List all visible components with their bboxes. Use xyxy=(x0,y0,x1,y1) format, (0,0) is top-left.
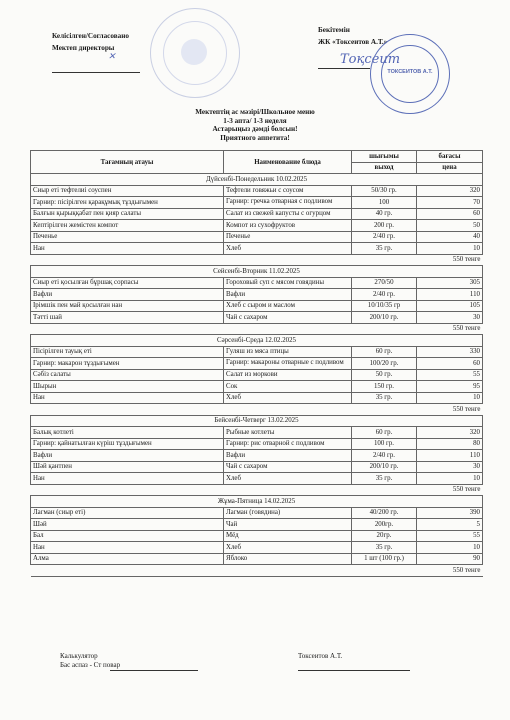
day-title: Дүйсенбі-Понедельник 10.02.2025 xyxy=(31,174,483,186)
dish-output: 2/40 гр. xyxy=(352,289,417,301)
dish-price: 320 xyxy=(417,185,483,197)
dish-name-ru: Чай с сахаром xyxy=(224,461,352,473)
dish-name-ru: Гарнир: рис отварной с подливом xyxy=(224,438,352,450)
dish-name-kz: Гарнир: макарон тұздығымен xyxy=(31,358,224,370)
dish-output: 60 гр. xyxy=(352,346,417,358)
dish-name-ru: Салат из моркови xyxy=(224,369,352,381)
dish-name-ru: Гороховый суп с мясом говядины xyxy=(224,277,352,289)
dish-output: 40/200 гр. xyxy=(352,507,417,519)
approved-label: Келісілген/Согласовано xyxy=(52,32,129,40)
dish-name-kz: Вафли xyxy=(31,289,224,301)
dish-name-kz: Балғын қырыққабат пен қияр салаты xyxy=(31,208,224,220)
day-total: 550 тенге xyxy=(31,404,483,416)
dish-row xyxy=(31,507,483,519)
dish-name-ru: Тефтели говяжьи с соусом xyxy=(224,185,352,197)
dish-output: 10/10/35 гр xyxy=(352,300,417,312)
approval-block-left xyxy=(52,30,129,54)
dish-name-kz: Сәбіз салаты xyxy=(31,369,224,381)
dish-name-kz: Алма xyxy=(31,553,224,565)
dish-output: 150 гр. xyxy=(352,381,417,393)
dish-name-kz: Пісірілген тауық еті xyxy=(31,346,224,358)
dish-name-ru: Печенье xyxy=(224,231,352,243)
dish-name-kz: Балық котлеті xyxy=(31,427,224,439)
dish-price: 60 xyxy=(417,208,483,220)
dish-name-kz: Шәй xyxy=(31,519,224,531)
dish-price: 10 xyxy=(417,542,483,554)
dish-row xyxy=(31,243,483,255)
approval-block-right xyxy=(318,24,387,48)
stamp-right-name: ТОКСЕИТОВ А.Т. xyxy=(387,69,433,75)
dish-price: 5 xyxy=(417,519,483,531)
footer-signature-line-left xyxy=(110,670,198,671)
dish-output: 2/40 гр. xyxy=(352,231,417,243)
dish-row xyxy=(31,289,483,301)
dish-name-ru: Сок xyxy=(224,381,352,393)
dish-output: 60 гр. xyxy=(352,427,417,439)
footer-right-name: Токсеитов А.Т. xyxy=(298,652,343,660)
col-header-name-kz: Тағамның атауы xyxy=(31,151,224,174)
greeting-ru: Приятного аппетита! xyxy=(220,133,290,142)
day-total: 550 тенге xyxy=(31,565,483,577)
dish-name-ru: Хлеб с сыром и маслом xyxy=(224,300,352,312)
dish-price: 30 xyxy=(417,461,483,473)
menu-table-body xyxy=(31,151,483,577)
dish-output: 50/30 гр. xyxy=(352,185,417,197)
day-title: Сейсенбі-Вторник 11.02.2025 xyxy=(31,266,483,278)
dish-row xyxy=(31,208,483,220)
dish-name-ru: Лагман (говядина) xyxy=(224,507,352,519)
dish-row xyxy=(31,300,483,312)
dish-row xyxy=(31,450,483,462)
dish-name-ru: Чай xyxy=(224,519,352,531)
dish-name-ru: Яблоко xyxy=(224,553,352,565)
footer-left xyxy=(60,652,120,670)
dish-row xyxy=(31,185,483,197)
dish-price: 60 xyxy=(417,358,483,370)
dish-name-kz: Сиыр еті тефтелиі соуспен xyxy=(31,185,224,197)
dish-name-kz: Гарнир: пісірілген қарақұмық тұздығымен xyxy=(31,197,224,209)
dish-name-kz: Лагман (сиыр еті) xyxy=(31,507,224,519)
day-row xyxy=(31,496,483,508)
dish-row xyxy=(31,346,483,358)
dish-output: 100 xyxy=(352,197,417,209)
stamp-right xyxy=(370,34,450,114)
dish-output: 200/10 гр. xyxy=(352,312,417,324)
dish-name-ru: Хлеб xyxy=(224,392,352,404)
dish-name-kz: Бал xyxy=(31,530,224,542)
header-row-top xyxy=(31,151,483,163)
dish-name-ru: Салат из свежей капусты с огурцом xyxy=(224,208,352,220)
dish-row xyxy=(31,358,483,370)
dish-row xyxy=(31,277,483,289)
approve-label: Бекітемін xyxy=(318,26,350,34)
dish-row xyxy=(31,197,483,209)
dish-name-kz: Нан xyxy=(31,392,224,404)
dish-output: 1 шт (100 гр.) xyxy=(352,553,417,565)
day-title: Сәрсенбі-Среда 12.02.2025 xyxy=(31,335,483,347)
day-total: 550 тенге xyxy=(31,323,483,335)
emblem-icon xyxy=(181,39,207,65)
dish-name-ru: Гуляш из мяса птицы xyxy=(224,346,352,358)
dish-row xyxy=(31,519,483,531)
dish-name-ru: Вафли xyxy=(224,289,352,301)
signature-mark-left: ✕ xyxy=(108,52,116,62)
col-header-out-kz: шығымы xyxy=(352,151,417,163)
dish-row xyxy=(31,220,483,232)
dish-name-ru: Хлеб xyxy=(224,473,352,485)
dish-output: 50 гр. xyxy=(352,369,417,381)
dish-row xyxy=(31,381,483,393)
dish-price: 30 xyxy=(417,312,483,324)
dish-price: 330 xyxy=(417,346,483,358)
dish-row xyxy=(31,530,483,542)
dish-price: 95 xyxy=(417,381,483,393)
signature-line-left xyxy=(52,72,140,73)
dish-row xyxy=(31,542,483,554)
dish-name-kz: Гарнир: қайнатылған күріш тұздығымен xyxy=(31,438,224,450)
dish-name-ru: Чай с сахаром xyxy=(224,312,352,324)
dish-output: 200/10 гр. xyxy=(352,461,417,473)
dish-name-kz: Вафли xyxy=(31,450,224,462)
dish-output: 35 гр. xyxy=(352,243,417,255)
week-label: 1-3 апта/ 1-3 неделя xyxy=(223,116,287,125)
dish-output: 100 гр. xyxy=(352,438,417,450)
dish-price: 10 xyxy=(417,473,483,485)
dish-name-ru: Вафли xyxy=(224,450,352,462)
entrepreneur-label: ЖК «Токсеитов А.Т.» xyxy=(318,38,388,46)
day-total: 550 тенге xyxy=(31,484,483,496)
dish-price: 90 xyxy=(417,553,483,565)
dish-output: 200 гр. xyxy=(352,220,417,232)
dish-name-kz: Ірімшік пен май қосылған нан xyxy=(31,300,224,312)
dish-name-kz: Шырын xyxy=(31,381,224,393)
chef-label: Бас аспаз - Ст повар xyxy=(60,661,121,669)
dish-price: 70 xyxy=(417,197,483,209)
dish-name-ru: Мёд xyxy=(224,530,352,542)
dish-name-kz: Печенье xyxy=(31,231,224,243)
dish-name-kz: Кептірілген жемістен компот xyxy=(31,220,224,232)
dish-price: 110 xyxy=(417,450,483,462)
dish-row xyxy=(31,438,483,450)
dish-row xyxy=(31,231,483,243)
dish-output: 35 гр. xyxy=(352,542,417,554)
dish-row xyxy=(31,473,483,485)
dish-price: 10 xyxy=(417,392,483,404)
day-row xyxy=(31,335,483,347)
day-row xyxy=(31,174,483,186)
day-total-row xyxy=(31,323,483,335)
menu-table xyxy=(30,150,483,577)
dish-name-ru: Компот из сухофруктов xyxy=(224,220,352,232)
day-row xyxy=(31,266,483,278)
calculator-label: Калькулятор xyxy=(60,652,98,660)
dish-output: 2/40 гр. xyxy=(352,450,417,462)
day-title: Жұма-Пятница 14.02.2025 xyxy=(31,496,483,508)
dish-price: 10 xyxy=(417,243,483,255)
menu-title: Мектептің ас мәзірі/Школьное меню xyxy=(195,108,315,116)
director-label: Мектеп директоры xyxy=(52,44,115,52)
dish-price: 80 xyxy=(417,438,483,450)
dish-row xyxy=(31,427,483,439)
col-header-name-ru: Наименование блюда xyxy=(224,151,352,174)
dish-name-kz: Нан xyxy=(31,542,224,554)
dish-name-kz: Шәй қантпен xyxy=(31,461,224,473)
dish-name-kz: Тәтті шай xyxy=(31,312,224,324)
dish-row xyxy=(31,553,483,565)
dish-price: 40 xyxy=(417,231,483,243)
signature-mark-right: Тоқсеит xyxy=(340,52,401,67)
day-row xyxy=(31,415,483,427)
dish-output: 20гр. xyxy=(352,530,417,542)
dish-row xyxy=(31,312,483,324)
day-total-row xyxy=(31,565,483,577)
dish-price: 390 xyxy=(417,507,483,519)
dish-output: 35 гр. xyxy=(352,392,417,404)
dish-row xyxy=(31,392,483,404)
dish-name-kz: Сиыр еті қосылған бұршақ сорпасы xyxy=(31,277,224,289)
col-header-price-kz: бағасы xyxy=(417,151,483,163)
dish-name-kz: Нан xyxy=(31,243,224,255)
dish-name-kz: Нан xyxy=(31,473,224,485)
greeting-kz: Астарыңыз дәмді болсын! xyxy=(212,125,298,134)
dish-price: 110 xyxy=(417,289,483,301)
dish-name-ru: Хлеб xyxy=(224,542,352,554)
dish-price: 305 xyxy=(417,277,483,289)
signature-line-right xyxy=(318,68,370,69)
dish-output: 100/20 гр. xyxy=(352,358,417,370)
col-header-price-ru: цена xyxy=(417,162,483,174)
day-total: 550 тенге xyxy=(31,254,483,266)
dish-output: 35 гр. xyxy=(352,473,417,485)
dish-price: 55 xyxy=(417,369,483,381)
dish-name-ru: Рыбные котлеты xyxy=(224,427,352,439)
dish-output: 40 гр. xyxy=(352,208,417,220)
dish-row xyxy=(31,461,483,473)
day-title: Бейсенбі-Четверг 13.02.2025 xyxy=(31,415,483,427)
dish-row xyxy=(31,369,483,381)
day-total-row xyxy=(31,404,483,416)
menu-title-block xyxy=(170,108,340,142)
dish-name-ru: Гарнир: гречка отварная с подливом xyxy=(224,197,352,209)
footer-signature-line-right xyxy=(298,670,410,671)
stamp-left xyxy=(150,8,240,98)
dish-name-ru: Хлеб xyxy=(224,243,352,255)
day-total-row xyxy=(31,484,483,496)
dish-name-ru: Гарнир: макароны отварные с подливом xyxy=(224,358,352,370)
dish-price: 50 xyxy=(417,220,483,232)
dish-price: 320 xyxy=(417,427,483,439)
dish-output: 200гр. xyxy=(352,519,417,531)
day-total-row xyxy=(31,254,483,266)
dish-output: 270/50 xyxy=(352,277,417,289)
dish-price: 55 xyxy=(417,530,483,542)
col-header-out-ru: выход xyxy=(352,162,417,174)
dish-price: 105 xyxy=(417,300,483,312)
